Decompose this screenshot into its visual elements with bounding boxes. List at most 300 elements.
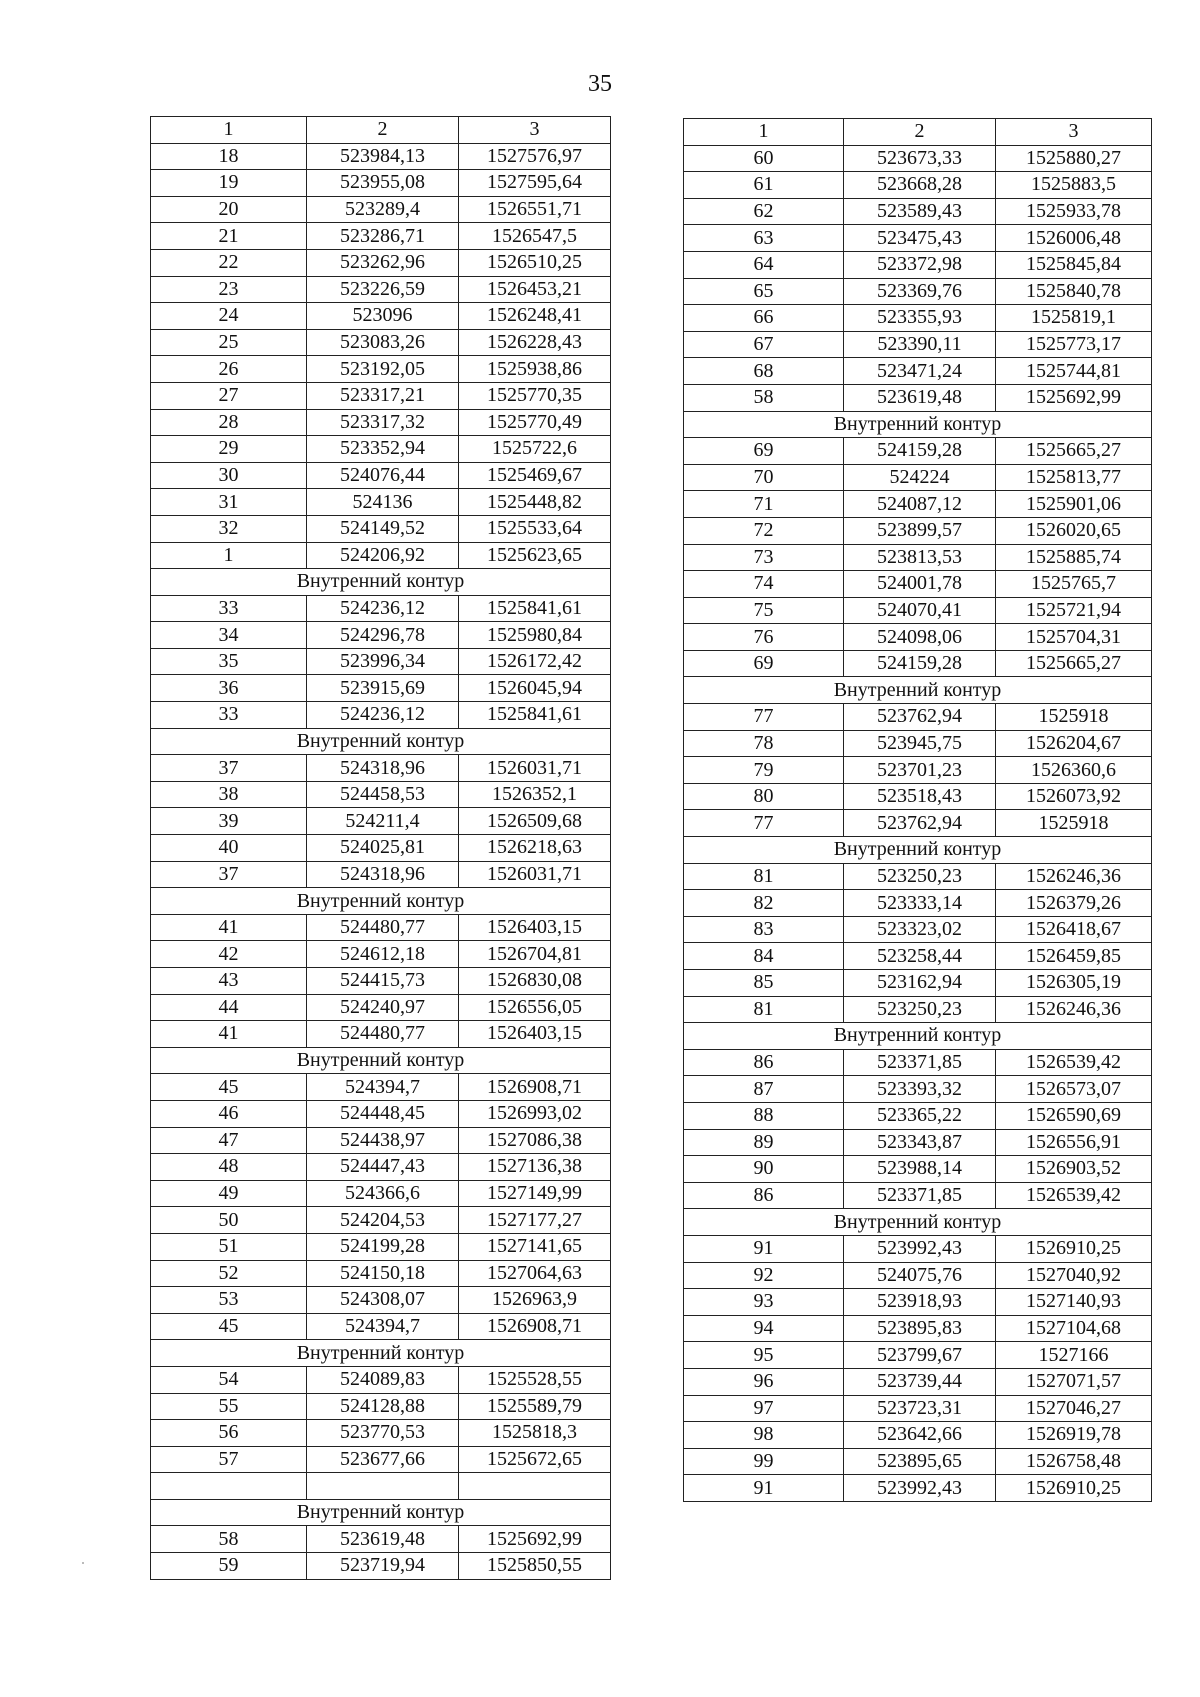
point-number-cell: 1	[151, 542, 307, 569]
point-number-cell: 38	[151, 781, 307, 808]
y-coordinate-cell: 1526908,71	[459, 1074, 611, 1101]
y-coordinate-cell: 1526218,63	[459, 835, 611, 862]
y-coordinate-cell: 1526910,25	[996, 1475, 1152, 1502]
table-row	[151, 1207, 611, 1234]
y-coordinate-cell: 1526830,08	[459, 968, 611, 995]
y-coordinate-cell: 1526551,71	[459, 196, 611, 223]
point-number-cell: 40	[151, 835, 307, 862]
point-number-cell: 60	[684, 145, 844, 172]
point-number-cell: 91	[684, 1235, 844, 1262]
table-row	[151, 622, 611, 649]
y-coordinate-cell: 1526993,02	[459, 1100, 611, 1127]
x-coordinate-cell: 524098,06	[844, 624, 996, 651]
y-coordinate-cell: 1526539,42	[996, 1182, 1152, 1209]
table-row	[151, 515, 611, 542]
y-coordinate-cell: 1525692,99	[459, 1526, 611, 1553]
y-coordinate-cell: 1526510,25	[459, 249, 611, 276]
section-row	[151, 1047, 611, 1074]
x-coordinate-cell: 524224	[844, 464, 996, 491]
table-row	[684, 491, 1152, 518]
table-row	[684, 810, 1152, 837]
x-coordinate-cell: 523895,83	[844, 1315, 996, 1342]
column-header: 1	[684, 119, 844, 146]
point-number-cell: 43	[151, 968, 307, 995]
point-number-cell: 45	[151, 1074, 307, 1101]
x-coordinate-cell	[307, 1473, 459, 1500]
y-coordinate-cell: 1525721,94	[996, 597, 1152, 624]
y-coordinate-cell: 1527595,64	[459, 170, 611, 197]
table-row	[684, 916, 1152, 943]
table-row	[151, 1233, 611, 1260]
point-number-cell: 63	[684, 225, 844, 252]
table-row	[684, 251, 1152, 278]
section-label: Внутренний контур	[151, 728, 611, 755]
section-label: Внутренний контур	[684, 411, 1152, 438]
column-header: 2	[307, 117, 459, 144]
point-number-cell: 41	[151, 914, 307, 941]
table-row	[151, 1287, 611, 1314]
section-label: Внутренний контур	[151, 1047, 611, 1074]
column-header: 1	[151, 117, 307, 144]
table-row	[151, 356, 611, 383]
x-coordinate-cell: 524150,18	[307, 1260, 459, 1287]
table-row	[151, 941, 611, 968]
x-coordinate-cell: 524394,7	[307, 1313, 459, 1340]
table-row	[684, 890, 1152, 917]
x-coordinate-cell: 524128,88	[307, 1393, 459, 1420]
x-coordinate-cell: 524001,78	[844, 571, 996, 598]
y-coordinate-cell: 1525533,64	[459, 515, 611, 542]
x-coordinate-cell: 523799,67	[844, 1342, 996, 1369]
y-coordinate-cell: 1526403,15	[459, 1021, 611, 1048]
table-row	[151, 1180, 611, 1207]
x-coordinate-cell: 524458,53	[307, 781, 459, 808]
section-row	[151, 569, 611, 596]
table-row	[151, 196, 611, 223]
x-coordinate-cell: 523895,65	[844, 1448, 996, 1475]
table-row	[684, 970, 1152, 997]
point-number-cell: 95	[684, 1342, 844, 1369]
table-row	[151, 781, 611, 808]
table-row	[151, 436, 611, 463]
y-coordinate-cell: 1526418,67	[996, 916, 1152, 943]
table-row	[684, 1315, 1152, 1342]
x-coordinate-cell: 523955,08	[307, 170, 459, 197]
point-number-cell: 26	[151, 356, 307, 383]
point-number-cell: 19	[151, 170, 307, 197]
point-number-cell: 85	[684, 970, 844, 997]
x-coordinate-cell: 524204,53	[307, 1207, 459, 1234]
y-coordinate-cell: 1527136,38	[459, 1154, 611, 1181]
point-number-cell: 42	[151, 941, 307, 968]
point-number-cell: 59	[151, 1553, 307, 1580]
point-number-cell: 73	[684, 544, 844, 571]
section-label: Внутренний контур	[684, 1023, 1152, 1050]
x-coordinate-cell: 523317,32	[307, 409, 459, 436]
section-label: Внутренний контур	[151, 888, 611, 915]
table-row	[151, 1021, 611, 1048]
point-number-cell: 78	[684, 730, 844, 757]
table-row	[684, 278, 1152, 305]
x-coordinate-cell: 523719,94	[307, 1553, 459, 1580]
page-number: 35	[588, 71, 612, 97]
table-row	[684, 1395, 1152, 1422]
point-number-cell: 65	[684, 278, 844, 305]
point-number-cell: 23	[151, 276, 307, 303]
x-coordinate-cell: 523333,14	[844, 890, 996, 917]
point-number-cell: 32	[151, 515, 307, 542]
point-number-cell: 98	[684, 1422, 844, 1449]
table-row	[684, 305, 1152, 332]
table-row	[151, 489, 611, 516]
section-row	[684, 1209, 1152, 1236]
x-coordinate-cell: 523619,48	[844, 384, 996, 411]
x-coordinate-cell: 524318,96	[307, 861, 459, 888]
point-number-cell: 88	[684, 1102, 844, 1129]
table-row	[151, 329, 611, 356]
y-coordinate-cell: 1526246,36	[996, 996, 1152, 1023]
y-coordinate-cell: 1526360,6	[996, 757, 1152, 784]
y-coordinate-cell: 1526704,81	[459, 941, 611, 968]
y-coordinate-cell: 1527140,93	[996, 1289, 1152, 1316]
table-row	[151, 223, 611, 250]
y-coordinate-cell: 1527149,99	[459, 1180, 611, 1207]
x-coordinate-cell: 524199,28	[307, 1233, 459, 1260]
y-coordinate-cell: 1525770,49	[459, 409, 611, 436]
table-row	[151, 1074, 611, 1101]
y-coordinate-cell: 1525841,61	[459, 595, 611, 622]
table-row	[151, 542, 611, 569]
point-number-cell: 67	[684, 331, 844, 358]
table-row	[684, 145, 1152, 172]
table-row	[684, 464, 1152, 491]
point-number-cell: 80	[684, 783, 844, 810]
table-row	[684, 1129, 1152, 1156]
y-coordinate-cell: 1526556,05	[459, 994, 611, 1021]
section-label: Внутренний контур	[151, 1340, 611, 1367]
table-row	[151, 1473, 611, 1500]
y-coordinate-cell: 1526509,68	[459, 808, 611, 835]
x-coordinate-cell: 524089,83	[307, 1366, 459, 1393]
table-row	[151, 1446, 611, 1473]
y-coordinate-cell: 1525850,55	[459, 1553, 611, 1580]
y-coordinate-cell: 1526204,67	[996, 730, 1152, 757]
x-coordinate-cell: 523162,94	[844, 970, 996, 997]
y-coordinate-cell: 1526547,5	[459, 223, 611, 250]
x-coordinate-cell: 523988,14	[844, 1156, 996, 1183]
table-row	[684, 624, 1152, 651]
y-coordinate-cell: 1527141,65	[459, 1233, 611, 1260]
x-coordinate-cell: 523390,11	[844, 331, 996, 358]
table-row	[684, 438, 1152, 465]
x-coordinate-cell: 524206,92	[307, 542, 459, 569]
table-header-row	[684, 119, 1152, 146]
table-row	[684, 1289, 1152, 1316]
y-coordinate-cell: 1527071,57	[996, 1368, 1152, 1395]
x-coordinate-cell: 523984,13	[307, 143, 459, 170]
x-coordinate-cell: 523372,98	[844, 251, 996, 278]
x-coordinate-cell: 523083,26	[307, 329, 459, 356]
table-row	[151, 861, 611, 888]
table-row	[684, 1422, 1152, 1449]
point-number-cell: 29	[151, 436, 307, 463]
table-body	[151, 117, 611, 1580]
y-coordinate-cell: 1525938,86	[459, 356, 611, 383]
y-coordinate-cell: 1525692,99	[996, 384, 1152, 411]
point-number-cell: 24	[151, 303, 307, 330]
table-row	[684, 1182, 1152, 1209]
table-row	[151, 170, 611, 197]
x-coordinate-cell: 523352,94	[307, 436, 459, 463]
point-number-cell: 99	[684, 1448, 844, 1475]
x-coordinate-cell: 523250,23	[844, 996, 996, 1023]
x-coordinate-cell: 523317,21	[307, 382, 459, 409]
point-number-cell: 82	[684, 890, 844, 917]
y-coordinate-cell: 1527046,27	[996, 1395, 1152, 1422]
column-header: 3	[996, 119, 1152, 146]
table-row	[684, 517, 1152, 544]
point-number-cell	[151, 1473, 307, 1500]
point-number-cell: 86	[684, 1049, 844, 1076]
section-row	[684, 1023, 1152, 1050]
point-number-cell: 58	[684, 384, 844, 411]
point-number-cell: 52	[151, 1260, 307, 1287]
point-number-cell: 84	[684, 943, 844, 970]
x-coordinate-cell: 524076,44	[307, 462, 459, 489]
table-row	[684, 597, 1152, 624]
point-number-cell: 96	[684, 1368, 844, 1395]
point-number-cell: 20	[151, 196, 307, 223]
point-number-cell: 69	[684, 438, 844, 465]
x-coordinate-cell: 523471,24	[844, 358, 996, 385]
point-number-cell: 49	[151, 1180, 307, 1207]
point-number-cell: 34	[151, 622, 307, 649]
y-coordinate-cell: 1526459,85	[996, 943, 1152, 970]
x-coordinate-cell: 524087,12	[844, 491, 996, 518]
table-row	[684, 1235, 1152, 1262]
x-coordinate-cell: 523642,66	[844, 1422, 996, 1449]
table-row	[151, 914, 611, 941]
x-coordinate-cell: 524159,28	[844, 438, 996, 465]
y-coordinate-cell: 1525883,5	[996, 172, 1152, 199]
x-coordinate-cell: 523192,05	[307, 356, 459, 383]
y-coordinate-cell: 1526020,65	[996, 517, 1152, 544]
point-number-cell: 22	[151, 249, 307, 276]
x-coordinate-cell: 523739,44	[844, 1368, 996, 1395]
x-coordinate-cell: 523677,66	[307, 1446, 459, 1473]
point-number-cell: 90	[684, 1156, 844, 1183]
y-coordinate-cell: 1525885,74	[996, 544, 1152, 571]
table-row	[151, 1553, 611, 1580]
x-coordinate-cell: 524070,41	[844, 597, 996, 624]
x-coordinate-cell: 523258,44	[844, 943, 996, 970]
y-coordinate-cell: 1526246,36	[996, 863, 1152, 890]
point-number-cell: 41	[151, 1021, 307, 1048]
x-coordinate-cell: 523250,23	[844, 863, 996, 890]
y-coordinate-cell: 1527040,92	[996, 1262, 1152, 1289]
table-row	[684, 730, 1152, 757]
table-row	[684, 863, 1152, 890]
x-coordinate-cell: 523673,33	[844, 145, 996, 172]
table-row	[684, 544, 1152, 571]
point-number-cell: 36	[151, 675, 307, 702]
coordinates-table-left	[150, 116, 611, 1580]
x-coordinate-cell: 524612,18	[307, 941, 459, 968]
table-row	[151, 1100, 611, 1127]
x-coordinate-cell: 523365,22	[844, 1102, 996, 1129]
point-number-cell: 39	[151, 808, 307, 835]
point-number-cell: 91	[684, 1475, 844, 1502]
y-coordinate-cell: 1525918	[996, 704, 1152, 731]
point-number-cell: 55	[151, 1393, 307, 1420]
y-coordinate-cell: 1526963,9	[459, 1287, 611, 1314]
y-coordinate-cell: 1526172,42	[459, 648, 611, 675]
point-number-cell: 77	[684, 810, 844, 837]
table-row	[151, 808, 611, 835]
x-coordinate-cell: 523668,28	[844, 172, 996, 199]
table-row	[684, 1049, 1152, 1076]
point-number-cell: 62	[684, 198, 844, 225]
point-number-cell: 76	[684, 624, 844, 651]
table-row	[151, 462, 611, 489]
point-number-cell: 70	[684, 464, 844, 491]
y-coordinate-cell: 1526073,92	[996, 783, 1152, 810]
x-coordinate-cell: 523992,43	[844, 1475, 996, 1502]
table-row	[151, 755, 611, 782]
x-coordinate-cell: 523589,43	[844, 198, 996, 225]
y-coordinate-cell: 1526556,91	[996, 1129, 1152, 1156]
point-number-cell: 48	[151, 1154, 307, 1181]
point-number-cell: 75	[684, 597, 844, 624]
x-coordinate-cell: 524136	[307, 489, 459, 516]
table-row	[684, 1076, 1152, 1103]
point-number-cell: 33	[151, 702, 307, 729]
x-coordinate-cell: 524308,07	[307, 1287, 459, 1314]
point-number-cell: 77	[684, 704, 844, 731]
point-number-cell: 74	[684, 571, 844, 598]
table-row	[151, 595, 611, 622]
table-row	[684, 757, 1152, 784]
table-row	[151, 409, 611, 436]
y-coordinate-cell: 1527104,68	[996, 1315, 1152, 1342]
y-coordinate-cell: 1526031,71	[459, 755, 611, 782]
table-row	[684, 225, 1152, 252]
x-coordinate-cell: 523992,43	[844, 1235, 996, 1262]
point-number-cell: 57	[151, 1446, 307, 1473]
y-coordinate-cell: 1526228,43	[459, 329, 611, 356]
point-number-cell: 54	[151, 1366, 307, 1393]
y-coordinate-cell: 1525744,81	[996, 358, 1152, 385]
table-row	[151, 702, 611, 729]
y-coordinate-cell: 1527177,27	[459, 1207, 611, 1234]
table-row	[151, 675, 611, 702]
x-coordinate-cell: 524211,4	[307, 808, 459, 835]
y-coordinate-cell: 1525672,65	[459, 1446, 611, 1473]
x-coordinate-cell: 524448,45	[307, 1100, 459, 1127]
y-coordinate-cell: 1526453,21	[459, 276, 611, 303]
y-coordinate-cell: 1525845,84	[996, 251, 1152, 278]
x-coordinate-cell: 524025,81	[307, 835, 459, 862]
point-number-cell: 89	[684, 1129, 844, 1156]
x-coordinate-cell: 524415,73	[307, 968, 459, 995]
x-coordinate-cell: 524318,96	[307, 755, 459, 782]
point-number-cell: 33	[151, 595, 307, 622]
y-coordinate-cell: 1525528,55	[459, 1366, 611, 1393]
table-row	[684, 783, 1152, 810]
section-label: Внутренний контур	[151, 569, 611, 596]
x-coordinate-cell: 523393,32	[844, 1076, 996, 1103]
table-row	[151, 1393, 611, 1420]
y-coordinate-cell: 1525819,1	[996, 305, 1152, 332]
y-coordinate-cell: 1525665,27	[996, 650, 1152, 677]
x-coordinate-cell: 523369,76	[844, 278, 996, 305]
x-coordinate-cell: 524394,7	[307, 1074, 459, 1101]
point-number-cell: 83	[684, 916, 844, 943]
x-coordinate-cell: 524159,28	[844, 650, 996, 677]
point-number-cell: 81	[684, 996, 844, 1023]
x-coordinate-cell: 523762,94	[844, 810, 996, 837]
table-row	[684, 650, 1152, 677]
x-coordinate-cell: 523371,85	[844, 1049, 996, 1076]
section-row	[151, 888, 611, 915]
table-row	[684, 943, 1152, 970]
x-coordinate-cell: 523518,43	[844, 783, 996, 810]
x-coordinate-cell: 524296,78	[307, 622, 459, 649]
table-row	[684, 1368, 1152, 1395]
x-coordinate-cell: 523096	[307, 303, 459, 330]
section-row	[151, 728, 611, 755]
table-row	[684, 331, 1152, 358]
table-row	[684, 1262, 1152, 1289]
section-label: Внутренний контур	[684, 837, 1152, 864]
y-coordinate-cell: 1525589,79	[459, 1393, 611, 1420]
y-coordinate-cell: 1526919,78	[996, 1422, 1152, 1449]
y-coordinate-cell: 1526031,71	[459, 861, 611, 888]
point-number-cell: 64	[684, 251, 844, 278]
section-label: Внутренний контур	[684, 1209, 1152, 1236]
point-number-cell: 92	[684, 1262, 844, 1289]
y-coordinate-cell: 1526045,94	[459, 675, 611, 702]
coordinates-table-right	[683, 118, 1152, 1502]
y-coordinate-cell: 1526248,41	[459, 303, 611, 330]
x-coordinate-cell: 524438,97	[307, 1127, 459, 1154]
y-coordinate-cell: 1526903,52	[996, 1156, 1152, 1183]
y-coordinate-cell: 1526006,48	[996, 225, 1152, 252]
point-number-cell: 25	[151, 329, 307, 356]
y-coordinate-cell: 1525665,27	[996, 438, 1152, 465]
y-coordinate-cell: 1525818,3	[459, 1420, 611, 1447]
x-coordinate-cell: 523945,75	[844, 730, 996, 757]
table-row	[151, 835, 611, 862]
point-number-cell: 93	[684, 1289, 844, 1316]
point-number-cell: 86	[684, 1182, 844, 1209]
y-coordinate-cell: 1527064,63	[459, 1260, 611, 1287]
point-number-cell: 37	[151, 755, 307, 782]
x-coordinate-cell: 524236,12	[307, 702, 459, 729]
y-coordinate-cell	[459, 1473, 611, 1500]
x-coordinate-cell: 523915,69	[307, 675, 459, 702]
table-row	[151, 1127, 611, 1154]
y-coordinate-cell: 1526352,1	[459, 781, 611, 808]
table-row	[684, 384, 1152, 411]
point-number-cell: 71	[684, 491, 844, 518]
x-coordinate-cell: 523899,57	[844, 517, 996, 544]
y-coordinate-cell: 1526908,71	[459, 1313, 611, 1340]
point-number-cell: 30	[151, 462, 307, 489]
point-number-cell: 66	[684, 305, 844, 332]
y-coordinate-cell: 1525773,17	[996, 331, 1152, 358]
table-row	[151, 249, 611, 276]
